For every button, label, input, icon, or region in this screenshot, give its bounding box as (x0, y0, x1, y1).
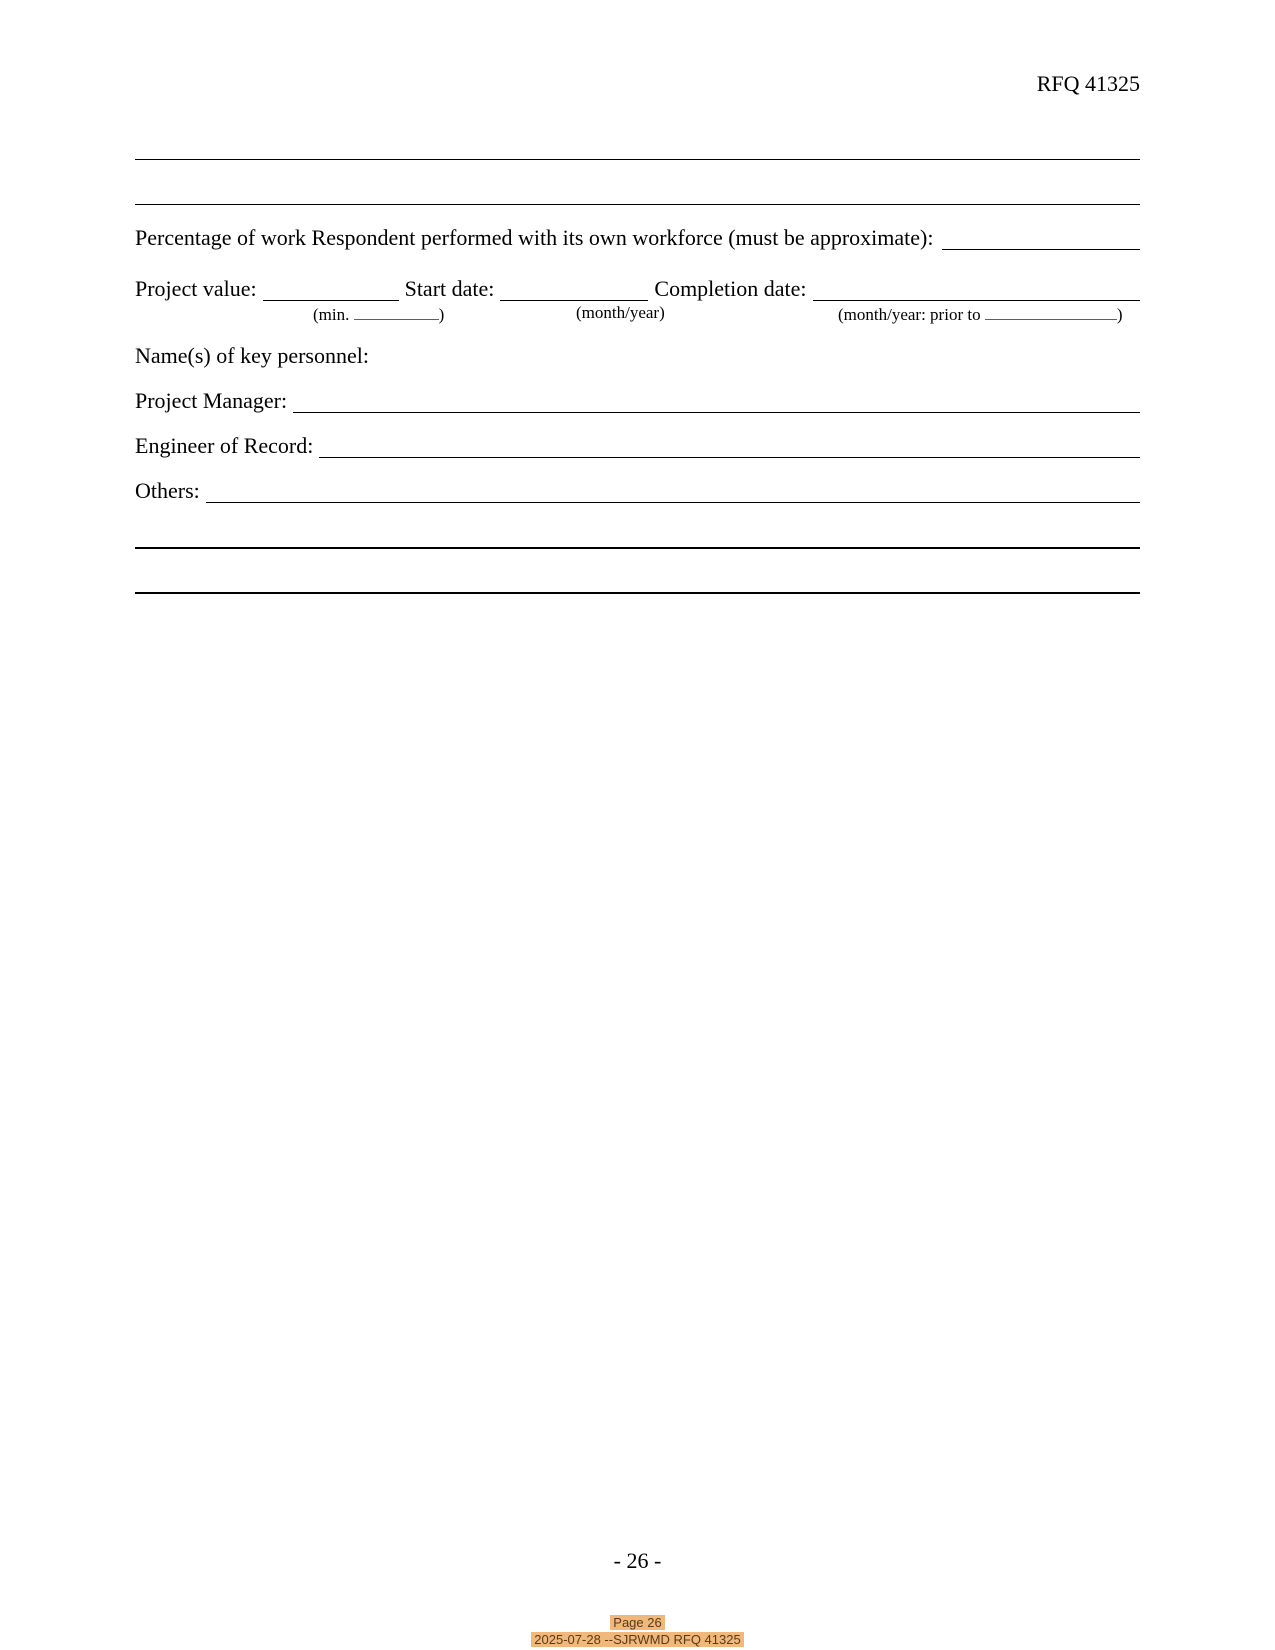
project-manager-row (135, 389, 1140, 413)
engineer-label: Engineer of Record: (135, 433, 314, 458)
key-personnel-row (135, 344, 1140, 368)
document-stamp-text: 2025-07-28 --SJRWMD RFQ 41325 (531, 1632, 743, 1647)
completion-date-hint (838, 304, 1123, 324)
prior-to-date-field[interactable] (985, 304, 1117, 320)
min-label: (min. (313, 305, 350, 324)
start-date-field[interactable] (500, 280, 648, 301)
header-rfq-number: RFQ 41325 (1036, 71, 1140, 96)
answer-line-2[interactable] (135, 204, 1140, 205)
project-value-field[interactable] (263, 280, 399, 301)
min-value-field[interactable] (354, 304, 439, 320)
engineer-field[interactable] (319, 437, 1140, 458)
document-stamp (0, 1632, 1275, 1648)
engineer-row (135, 434, 1140, 458)
others-line-3[interactable] (135, 592, 1140, 594)
others-line-2[interactable] (135, 547, 1140, 549)
month-year-prior-label: (month/year: prior to (838, 305, 981, 324)
others-label: Others: (135, 478, 200, 503)
answer-line-1[interactable] (135, 159, 1140, 160)
project-manager-field[interactable] (293, 392, 1140, 413)
start-date-hint: (month/year) (576, 303, 665, 322)
percentage-field[interactable] (942, 229, 1141, 250)
page-stamp-text: Page 26 (610, 1615, 664, 1630)
others-row (135, 479, 1140, 503)
completion-date-label: Completion date: (654, 276, 807, 301)
others-field[interactable] (206, 482, 1140, 503)
key-personnel-label: Name(s) of key personnel: (135, 343, 369, 368)
min-close-paren: ) (438, 305, 445, 324)
project-value-label: Project value: (135, 276, 257, 301)
start-date-label: Start date: (404, 276, 495, 301)
project-value-row (135, 277, 1140, 301)
min-value-hint (313, 304, 444, 324)
prior-close-paren: ) (1116, 305, 1123, 324)
page-number: - 26 - (613, 1548, 662, 1573)
percentage-row (135, 226, 1140, 250)
project-manager-label: Project Manager: (135, 388, 288, 413)
percentage-label: Percentage of work Respondent performed with its own workforce (must be approximate): (135, 225, 934, 250)
page-stamp (0, 1615, 1275, 1631)
completion-date-field[interactable] (813, 280, 1140, 301)
